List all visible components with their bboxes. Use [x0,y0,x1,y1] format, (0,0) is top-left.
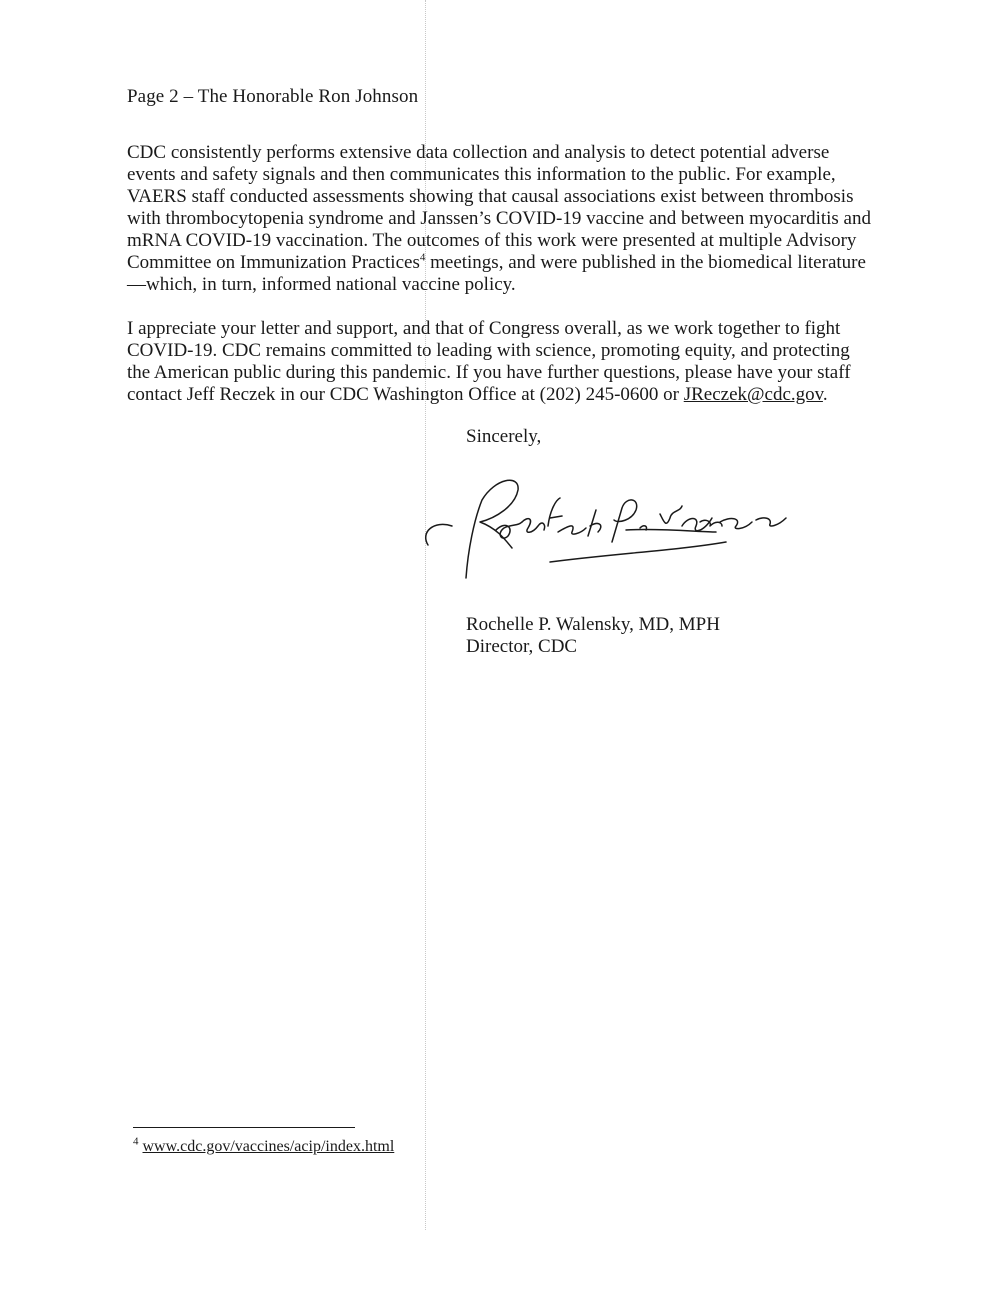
footnote-reference: 4 [419,251,426,264]
paragraph-closing-remarks [127,318,872,406]
paragraph-text: meetings, and were published in the biomedical literature—which, in turn, informed national vaccine policy. [127,252,866,295]
paragraph-end: . [822,384,828,405]
footnote-divider [133,1127,355,1128]
signer-title: Director, CDC [466,636,578,657]
email-link[interactable]: JReczek@cdc.gov [683,384,823,405]
footnote [133,1135,395,1156]
paragraph-text: CDC consistently performs extensive data collection and analysis to detect potential adverse events and safety signals and then communicates this information to the public. For example, VAERS staff conducted assessments showing that causal associations exist between thrombosis with thrombocytopenia syndrome and Janssen’s COVID-19 vaccine and between myocarditis and mRNA COVID-19 vaccination. The outcomes of this work were presented at multiple Advisory Committee on Immunization Practices [127,142,871,273]
paragraph-text: I appreciate your letter and support, and that of Congress overall, as we work together to fight COVID-19. CDC remains committed to leading with science, promoting equity, and protecting the American public during this pandemic. If you have further questions, please have your staff contact Jeff Reczek in our CDC Washington Office at (202) 245-0600 or [127,318,851,405]
signer-name: Rochelle P. Walensky, MD, MPH [466,614,720,635]
handwritten-signature [400,470,810,595]
footnote-link[interactable]: www.cdc.gov/vaccines/acip/index.html [142,1138,395,1155]
closing-salutation: Sincerely, [466,426,542,447]
footnote-number: 4 [133,1135,139,1148]
paragraph-vaccine-safety [127,142,872,296]
page-header: Page 2 – The Honorable Ron Johnson [127,86,419,107]
